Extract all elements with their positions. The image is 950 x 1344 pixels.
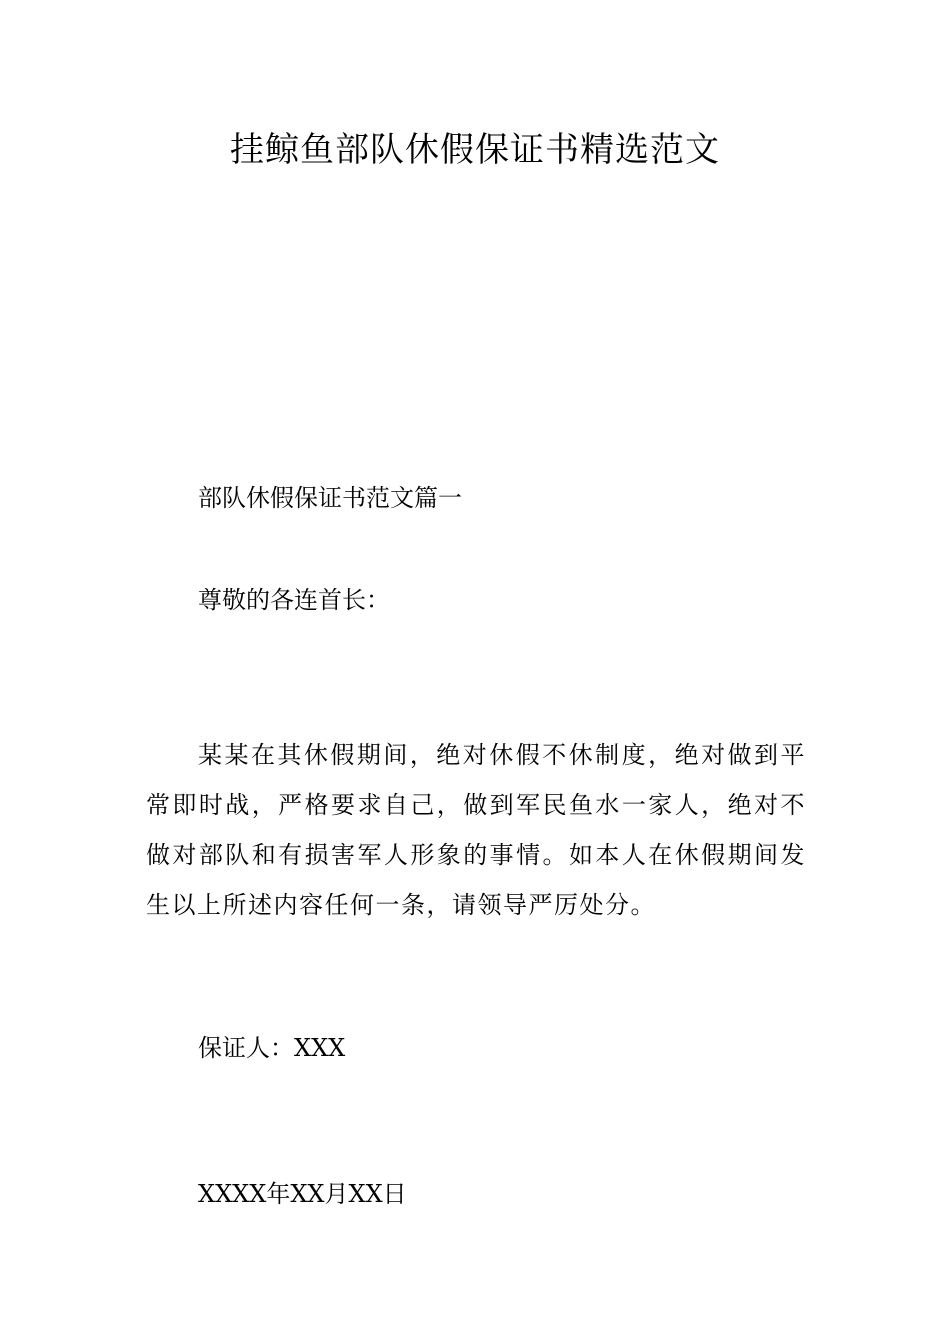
date-line: XXXX年XX月XX日 (198, 1180, 407, 1208)
body-paragraph: 某某在其休假期间，绝对休假不休制度，绝对做到平常即时战，严格要求自己，做到军民鱼水一家人，绝对不做对部队和有损害军人形象的事情。如本人在休假期间发生以上所述内容任何一条，请领导严厉处分。 (146, 741, 806, 919)
guarantor-line: 保证人：XXX (198, 1034, 346, 1062)
document-title: 挂鲸鱼部队休假保证书精选范文 (230, 130, 720, 170)
salutation: 尊敬的各连首长： (198, 586, 390, 614)
section-heading: 部队休假保证书范文篇一 (198, 484, 462, 512)
